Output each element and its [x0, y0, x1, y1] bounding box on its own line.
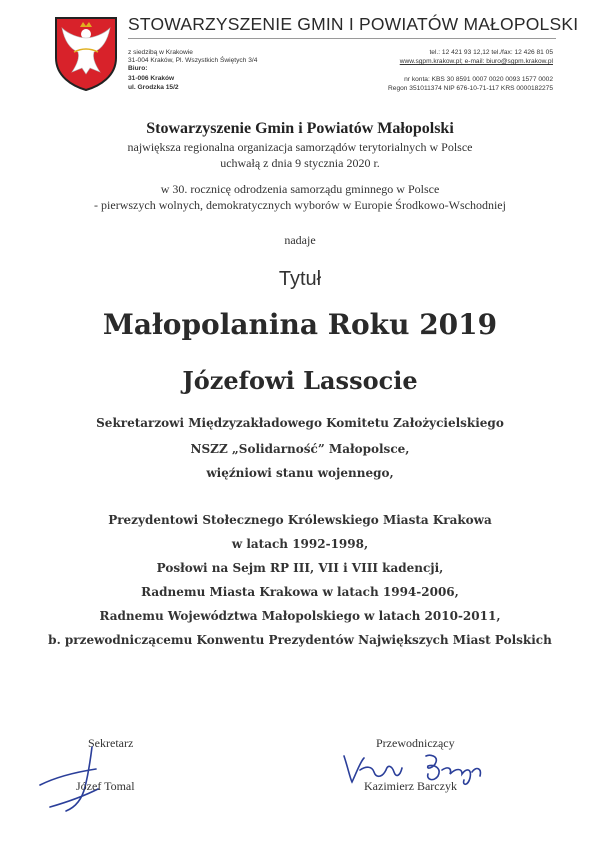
credential-line: NSZZ „Solidarność” Małopolsce, [190, 442, 410, 456]
anniversary-line: w 30. rocznicę odrodzenia samorządu gminnego w Polsce [160, 182, 440, 196]
credential-line: Posłowi na Sejm RP III, VII i VIII kadencji, [156, 561, 444, 575]
recipient-name: Józefowi Lassocie [182, 366, 418, 395]
address-office-postal: 31-006 Kraków [128, 75, 175, 82]
credential-line: Radnemu Województwa Małopolskiego w latach 2010-2011, [99, 609, 501, 623]
credential-line: Prezydentowi Stołecznego Królewskiego Miasta Krakowa [108, 513, 492, 527]
credential-line: więźniowi stanu wojennego, [206, 466, 394, 480]
header-rule [128, 38, 556, 39]
credential-line: b. przewodniczącemu Konwentu Prezydentów Największych Miast Polskich [48, 633, 552, 647]
credential-line: Radnemu Miasta Krakowa w latach 1994-2006, [141, 585, 459, 599]
contact-phone: tel.: 12 421 93 12,12 tel./fax: 12 426 81 05 [429, 49, 553, 56]
coat-of-arms-icon [52, 14, 120, 92]
document-title: Stowarzyszenie Gmin i Powiatów Małopolski [146, 120, 454, 137]
description-line: największa regionalna organizacja samorządów terytorialnych w Polsce [127, 140, 473, 154]
anniversary-subline: - pierwszych wolnych, demokratycznych wyborów w Europie Środkowo-Wschodniej [94, 198, 506, 212]
grants-text: nadaje [284, 233, 316, 247]
secretary-name: Józef Tomal [76, 779, 135, 793]
secretary-role-label: Sekretarz [88, 736, 134, 750]
address-office-label: Biuro: [128, 65, 148, 72]
tytul-heading: Tytuł [278, 268, 322, 290]
contact-bank-account: nr konta: KBS 30 8591 0007 0020 0093 1577 0002 [404, 76, 553, 83]
award-title: Małopolanina Roku 2019 [102, 308, 498, 341]
chairman-name: Kazimierz Barczyk [364, 779, 457, 793]
chairman-role-label: Przewodniczący [376, 736, 455, 750]
contact-web-email: www.sgpm.krakow.pl; e-mail: biuro@sgpm.krakow.pl [399, 58, 553, 65]
contact-registry: Regon 351011374 NIP 676-10-71-117 KRS 0000182275 [388, 85, 553, 92]
address-office-street: ul. Grodzka 15/2 [128, 84, 179, 91]
address-seat-street: 31-004 Kraków, Pl. Wszystkich Świętych 3/4 [128, 57, 258, 64]
resolution-date-line: uchwałą z dnia 9 stycznia 2020 r. [220, 156, 380, 170]
address-seat: z siedzibą w Krakowie [128, 49, 193, 56]
credential-line: w latach 1992-1998, [231, 537, 369, 551]
credential-line: Sekretarzowi Międzyzakładowego Komitetu Założycielskiego [96, 416, 504, 430]
organization-name-header: STOWARZYSZENIE GMIN I POWIATÓW MAŁOPOLSKI [128, 14, 579, 34]
